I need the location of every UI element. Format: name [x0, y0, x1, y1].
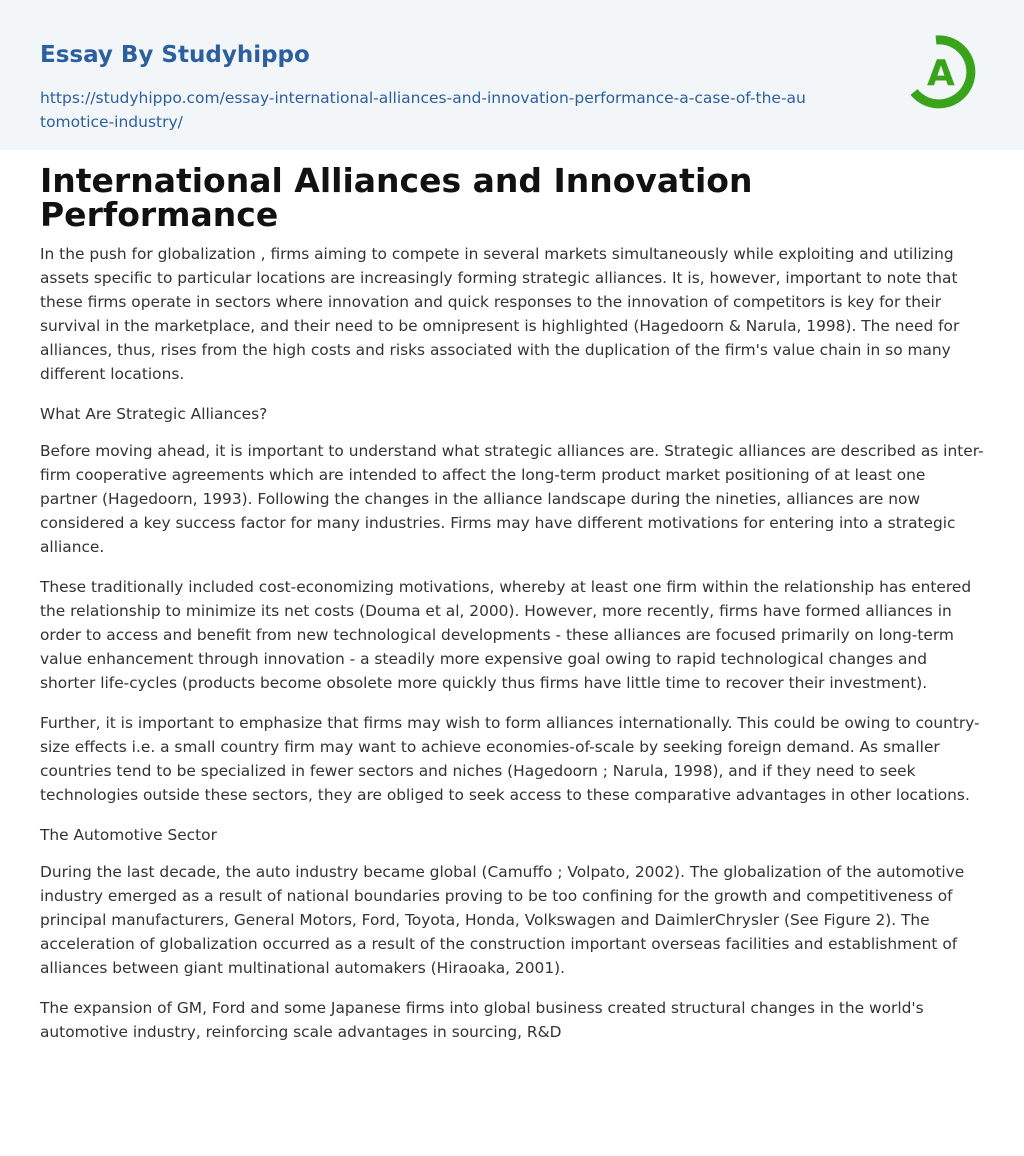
page-title: International Alliances and Innovation Performance [40, 161, 753, 234]
site-header [0, 0, 1024, 150]
paragraph-motivations: These traditionally included cost-economizing motivations, whereby at least one firm within the relationship has entered the relationship to minimize its net costs (Douma et al, 2000). However, more recently, firms have formed alliances in order to access and benefit from new technological developments - these alliances are focused primarily on long-term value enhancement through innovation - a steadily more expensive goal owing to rapid technological changes and shorter life-cycles (products become obsolete more quickly thus firms have little time to recover their investment). [40, 578, 972, 692]
brand-title[interactable]: Essay By Studyhippo [40, 42, 310, 68]
paragraph-international: Further, it is important to emphasize that firms may wish to form alliances internationally. This could be owing to country-size effects i.e. a small country firm may want to achieve economies-of-scale by seeking foreign demand. As smaller countries tend to be specialized in fewer sectors and niches (Hagedoorn ; Narula, 1998), and if they need to seek technologies outside these sectors, they are obliged to seek access to these comparative advantages in other locations. [40, 714, 980, 804]
paragraph-auto-globalization: During the last decade, the auto industry became global (Camuffo ; Volpato, 2002). The globalization of the automotive industry emerged as a result of national boundaries proving to be too confining for the growth and competitiveness of principal manufacturers, General Motors, Ford, Toyota, Honda, Volkswagen and DaimlerChrysler (See Figure 2). The acceleration of globalization occurred as a result of the construction important overseas facilities and establishment of alliances between giant multinational automakers (Hiraoaka, 2001). [40, 863, 965, 977]
article-body [0, 150, 1024, 1044]
source-url-link[interactable]: https://studyhippo.com/essay-international-alliances-and-innovation-performance-a-case-of-the-automotice-industry/ [40, 89, 806, 131]
section-heading-strategic-alliances: What Are Strategic Alliances? [40, 405, 268, 423]
paragraph-expansion: The expansion of GM, Ford and some Japanese firms into global business created structural changes in the world's automotive industry, reinforcing scale advantages in sourcing, R&D [40, 999, 924, 1041]
logo-letter: A [927, 53, 955, 94]
paragraph-intro: In the push for globalization , firms aiming to compete in several markets simultaneously while exploiting and utilizing assets specific to particular locations are increasingly forming strategic alliances. It is, however, important to note that these firms operate in sectors where innovation and quick responses to the innovation of competitors is key for their survival in the marketplace, and their need to be omnipresent is highlighted (Hagedoorn & Narula, 1998). The need for alliances, thus, rises from the high costs and risks associated with the duplication of the firm's value chain in so many different locations. [40, 245, 960, 383]
paragraph-definition: Before moving ahead, it is important to understand what strategic alliances are. Strategic alliances are described as inter-firm cooperative agreements which are intended to affect the long-term product market positioning of at least one partner (Hagedoorn, 1993). Following the changes in the alliance landscape during the nineties, alliances are now considered a key success factor for many industries. Firms may have different motivations for entering into a strategic alliance. [40, 442, 984, 556]
section-heading-automotive-sector: The Automotive Sector [40, 826, 217, 844]
studyhippo-logo-icon[interactable] [900, 30, 984, 114]
